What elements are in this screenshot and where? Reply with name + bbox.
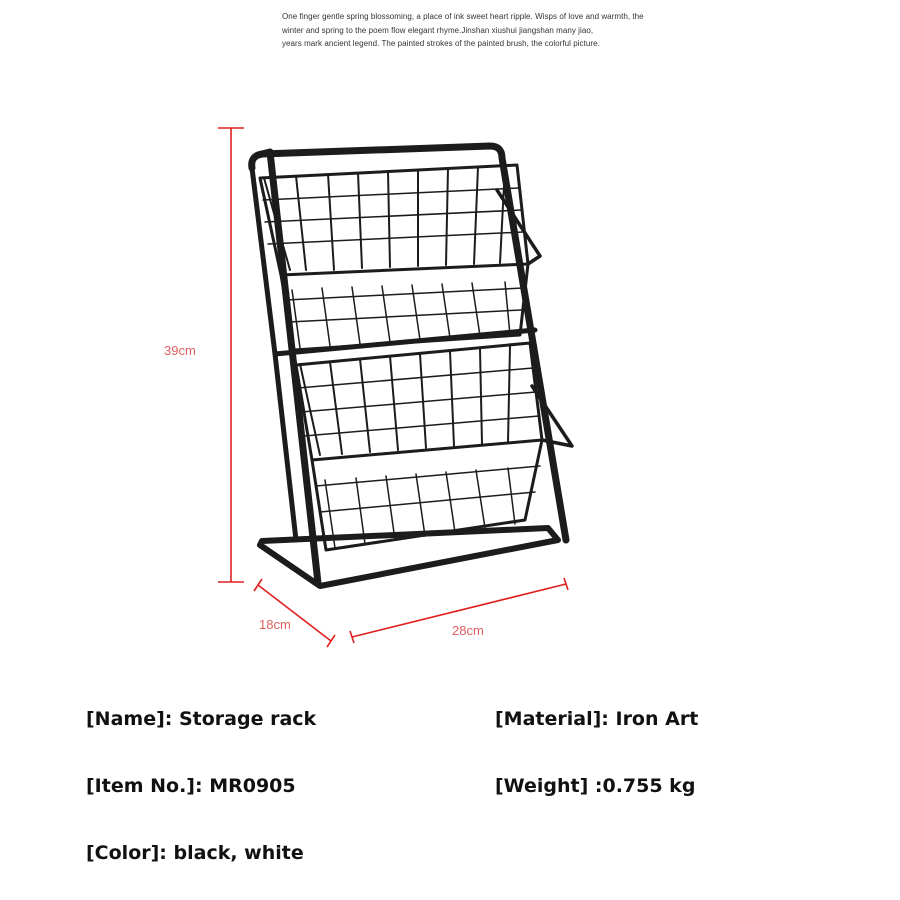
rack-left-leg (252, 152, 318, 583)
spec-color: [Color]: black, white (86, 842, 304, 864)
depth-dimension-label: 18cm (259, 617, 291, 632)
height-dimension-label: 39cm (164, 343, 196, 358)
lower-basket (296, 343, 572, 550)
spec-material: [Material]: Iron Art (495, 708, 699, 730)
spec-item-number: [Item No.]: MR0905 (86, 775, 296, 797)
depth-dimension-line (258, 585, 331, 641)
storage-rack-illustration (252, 146, 572, 586)
intro-line-1: One finger gentle spring blossoming, a place of ink sweet heart ripple. Wisps of love and warmth, the (282, 12, 644, 21)
spec-name: [Name]: Storage rack (86, 708, 317, 730)
width-dimension-label: 28cm (452, 623, 484, 638)
intro-line-2: winter and spring to the poem flow elegant rhyme.Jinshan xiushui jiangshan many jiao, (282, 25, 594, 35)
depth-cap-end (327, 635, 335, 647)
spec-weight: [Weight] :0.755 kg (495, 775, 696, 797)
depth-cap-start (254, 579, 262, 591)
upper-basket (260, 165, 540, 350)
intro-line-3: years mark ancient legend. The painted strokes of the painted brush, the colorful picture. (282, 39, 600, 48)
